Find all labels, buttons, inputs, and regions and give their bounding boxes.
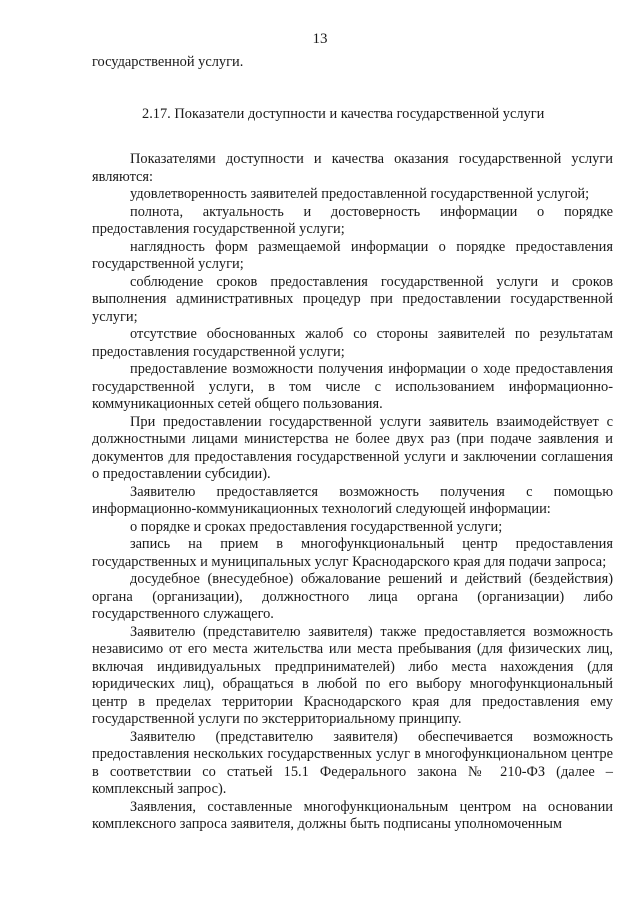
section-heading: 2.17. Показатели доступности и качества государственной услуги (142, 105, 545, 122)
paragraph: При предоставлении государственной услуги заявитель взаимодействует с должностными лицами министерства не более двух раз (при подаче заявления и документов для предоставления государственной услуги и заключении соглашения о предоставлении субсидии). (92, 413, 613, 482)
page-number: 13 (312, 31, 328, 47)
paragraph: соблюдение сроков предоставления государственной услуги и сроков выполнения административных процедур при предоставлении государственной услуги; (92, 273, 613, 325)
paragraph: отсутствие обоснованных жалоб со стороны заявителей по результатам предоставления государственной услуги; (92, 326, 613, 360)
paragraph: запись на прием в многофункциональный центр предоставления государственных и муниципальных услуг Краснодарского края для подачи запроса; (92, 536, 613, 570)
paragraph: наглядность форм размещаемой информации о порядке предоставления государственной услуги; (92, 238, 613, 272)
paragraph: Заявителю (представителю заявителя) обеспечивается возможность предоставления нескольких государственных услуг в многофункциональном центре в соответствии со статьей 15.1 Федерального закона № 210-ФЗ (далее – комплексный запрос). (92, 728, 613, 797)
paragraph: удовлетворенность заявителей предоставленной государственной услугой; (130, 186, 590, 202)
paragraph: предоставление возможности получения информации о ходе предоставления государственной услуги, в том числе с использованием информационно-коммуникационных сетей общего пользования. (92, 361, 613, 412)
paragraph: Показателями доступности и качества оказания государственной услуги являются: (92, 151, 613, 185)
document-body (92, 54, 613, 834)
paragraph: Заявителю (представителю заявителя) также предоставляется возможность независимо от его места жительства или места пребывания (для физических лиц, включая индивидуальных предпринимателей) либо места нахождения (для юридических лиц), обращаться в любой по его выбору многофункциональный центр в пределах территории Краснодарского края для предоставления ему государственной услуги по экстерриториальному принципу. (92, 623, 613, 727)
paragraph: Заявления, составленные многофункциональным центром на основании комплексного запроса заявителя, должны быть подписаны уполномоченным (92, 798, 613, 832)
paragraph: Заявителю предоставляется возможность получения с помощью информационно-коммуникационных технологий следующей информации: (92, 483, 613, 517)
paragraph: о порядке и сроках предоставления государственной услуги; (130, 518, 503, 535)
paragraph-continuation: государственной услуги. (92, 54, 244, 70)
paragraph: досудебное (внесудебное) обжалование решений и действий (бездействия) органа (организации), должностного лица органа (организации) либо государственного служащего. (92, 571, 613, 622)
paragraph: полнота, актуальность и достоверность информации о порядке предоставления государственной услуги; (92, 203, 613, 237)
